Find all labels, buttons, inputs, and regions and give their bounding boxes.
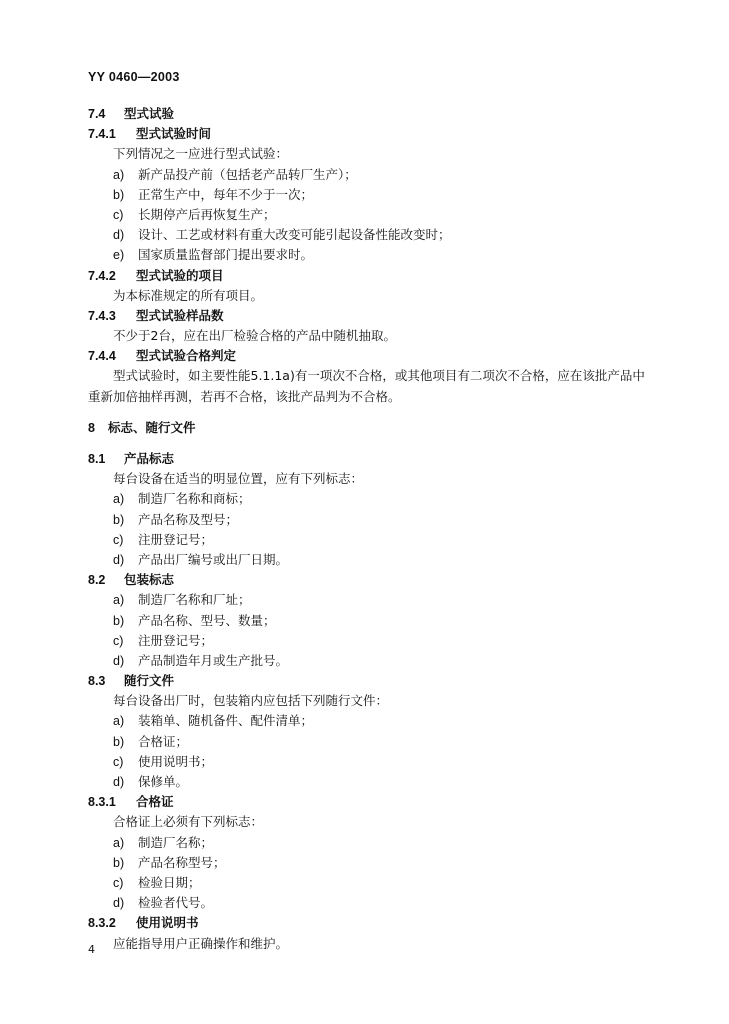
section-title: 型式试验 — [124, 106, 175, 121]
list-item-label: a) — [113, 167, 125, 182]
list-item-label: b) — [113, 187, 125, 202]
list-item-text: 制造厂名称和商标； — [138, 491, 251, 507]
list-item — [88, 732, 668, 752]
section-title: 包装标志 — [124, 572, 175, 588]
section-spacer — [88, 407, 668, 418]
list-item-text: 产品名称、型号、数量； — [138, 612, 276, 628]
list-item-text: 设计、工艺或材料有重大改变可能引起设备性能改变时； — [138, 227, 451, 243]
list-item-text: 产品出厂编号或出厂日期。 — [138, 551, 289, 567]
list-item-label: b) — [113, 613, 125, 628]
list-item-text: 国家质量监督部门提出要求时。 — [138, 247, 314, 263]
list-item — [88, 165, 668, 185]
paragraph-text: 合格证上必须有下列标志： — [113, 814, 264, 830]
paragraph-text: 不少于2台，应在出厂检验合格的产品中随机抽取。 — [113, 328, 396, 344]
list-item-label: b) — [113, 512, 125, 527]
list-item — [88, 611, 668, 631]
section-heading — [88, 418, 668, 438]
section-number: 7.4.2 — [88, 268, 116, 283]
section-heading — [88, 671, 668, 691]
section-heading — [88, 104, 668, 124]
list-item — [88, 853, 668, 873]
list-item-text: 产品名称型号； — [138, 854, 226, 870]
section-heading — [88, 306, 668, 326]
list-item-text: 制造厂名称和厂址； — [138, 592, 251, 608]
list-item-text: 新产品投产前（包括老产品转厂生产）； — [138, 166, 357, 182]
paragraph-text: 每台设备在适当的明显位置，应有下列标志： — [113, 471, 364, 487]
list-item-text: 产品名称及型号； — [138, 511, 239, 527]
section-title: 型式试验合格判定 — [136, 348, 237, 364]
list-item-text: 长期停产后再恢复生产； — [138, 206, 276, 222]
list-item-label: c) — [113, 754, 124, 769]
list-item — [88, 489, 668, 509]
list-item-label: a) — [113, 714, 125, 729]
document-header: YY 0460—2003 — [88, 70, 180, 84]
section-heading — [88, 124, 668, 144]
list-item — [88, 873, 668, 893]
list-item-text: 注册登记号； — [138, 531, 214, 547]
section-title: 产品标志 — [124, 451, 175, 466]
list-item-label: a) — [113, 835, 125, 850]
section-heading — [88, 346, 668, 366]
list-item — [88, 772, 668, 792]
paragraph-text: 下列情况之一应进行型式试验： — [113, 146, 289, 162]
list-item-text: 保修单。 — [138, 774, 189, 789]
section-title: 使用说明书 — [136, 915, 199, 931]
section-title: 型式试验样品数 — [136, 307, 224, 323]
section-number: 7.4.1 — [88, 127, 116, 142]
list-item-label: e) — [113, 248, 125, 263]
list-item-label: c) — [113, 633, 124, 648]
list-item — [88, 590, 668, 610]
list-item-label: d) — [113, 552, 125, 567]
section-heading — [88, 792, 668, 812]
list-item — [88, 205, 668, 225]
section-number: 8.2 — [88, 573, 106, 588]
list-item-label: c) — [113, 207, 124, 222]
paragraph-text: 型式试验时，如主要性能5.1.1a)有一项次不合格，或其他项目有二项次不合格，应在该批产品中 — [113, 368, 645, 384]
section-number: 8.3 — [88, 674, 106, 689]
list-item-label: c) — [113, 532, 124, 547]
section-heading — [88, 570, 668, 590]
list-item — [88, 185, 668, 205]
list-item-text: 制造厂名称； — [138, 834, 214, 850]
section-heading — [88, 266, 668, 286]
section-title: 合格证 — [136, 794, 174, 810]
section-number: 7.4.4 — [88, 349, 116, 364]
section-title: 型式试验的项目 — [136, 267, 224, 283]
list-item — [88, 225, 668, 245]
section-number: 7.4.3 — [88, 308, 116, 323]
section-heading — [88, 449, 668, 469]
section-title: 型式试验时间 — [136, 126, 212, 142]
list-item-text: 装箱单、随机备件、配件清单； — [138, 713, 314, 729]
list-item-label: d) — [113, 896, 125, 911]
list-item-text: 合格证； — [138, 733, 189, 749]
list-item-text: 正常生产中，每年不少于一次； — [138, 186, 314, 202]
list-item — [88, 833, 668, 853]
list-item-label: b) — [113, 855, 125, 870]
list-item — [88, 510, 668, 530]
section-number: 8.3.1 — [88, 795, 116, 810]
list-item-label: b) — [113, 734, 125, 749]
list-item-label: a) — [113, 593, 125, 608]
section-number: 8 — [88, 420, 95, 435]
page-number: 4 — [88, 943, 95, 956]
list-item — [88, 711, 668, 731]
list-item-label: d) — [113, 228, 125, 243]
section-heading — [88, 913, 668, 933]
list-item-label: a) — [113, 492, 125, 507]
list-item — [88, 550, 668, 570]
list-item-text: 注册登记号； — [138, 632, 214, 648]
list-item-text: 产品制造年月或生产批号。 — [138, 652, 289, 668]
section-number: 7.4 — [88, 107, 106, 121]
section-number: 8.3.2 — [88, 916, 116, 931]
list-item-text: 检验者代号。 — [138, 895, 214, 911]
list-item-label: d) — [113, 653, 125, 668]
document-body — [88, 104, 668, 954]
list-item — [88, 651, 668, 671]
list-item-label: c) — [113, 875, 124, 890]
paragraph-text: 应能指导用户正确操作和维护。 — [113, 935, 289, 951]
paragraph-text: 为本标准规定的所有项目。 — [113, 287, 264, 303]
list-item-label: d) — [113, 775, 125, 789]
section-title: 标志、随行文件 — [108, 419, 196, 435]
paragraph-text: 每台设备出厂时，包装箱内应包括下列随行文件： — [113, 693, 389, 709]
list-item-text: 使用说明书； — [138, 753, 214, 769]
list-item — [88, 893, 668, 913]
list-item-text: 检验日期； — [138, 874, 201, 890]
section-spacer — [88, 438, 668, 449]
list-item — [88, 752, 668, 772]
paragraph-text: 重新加倍抽样再测，若再不合格，该批产品判为不合格。 — [88, 388, 401, 404]
section-number: 8.1 — [88, 452, 106, 466]
list-item — [88, 530, 668, 550]
section-title: 随行文件 — [124, 673, 175, 689]
list-item — [88, 631, 668, 651]
list-item — [88, 245, 668, 265]
